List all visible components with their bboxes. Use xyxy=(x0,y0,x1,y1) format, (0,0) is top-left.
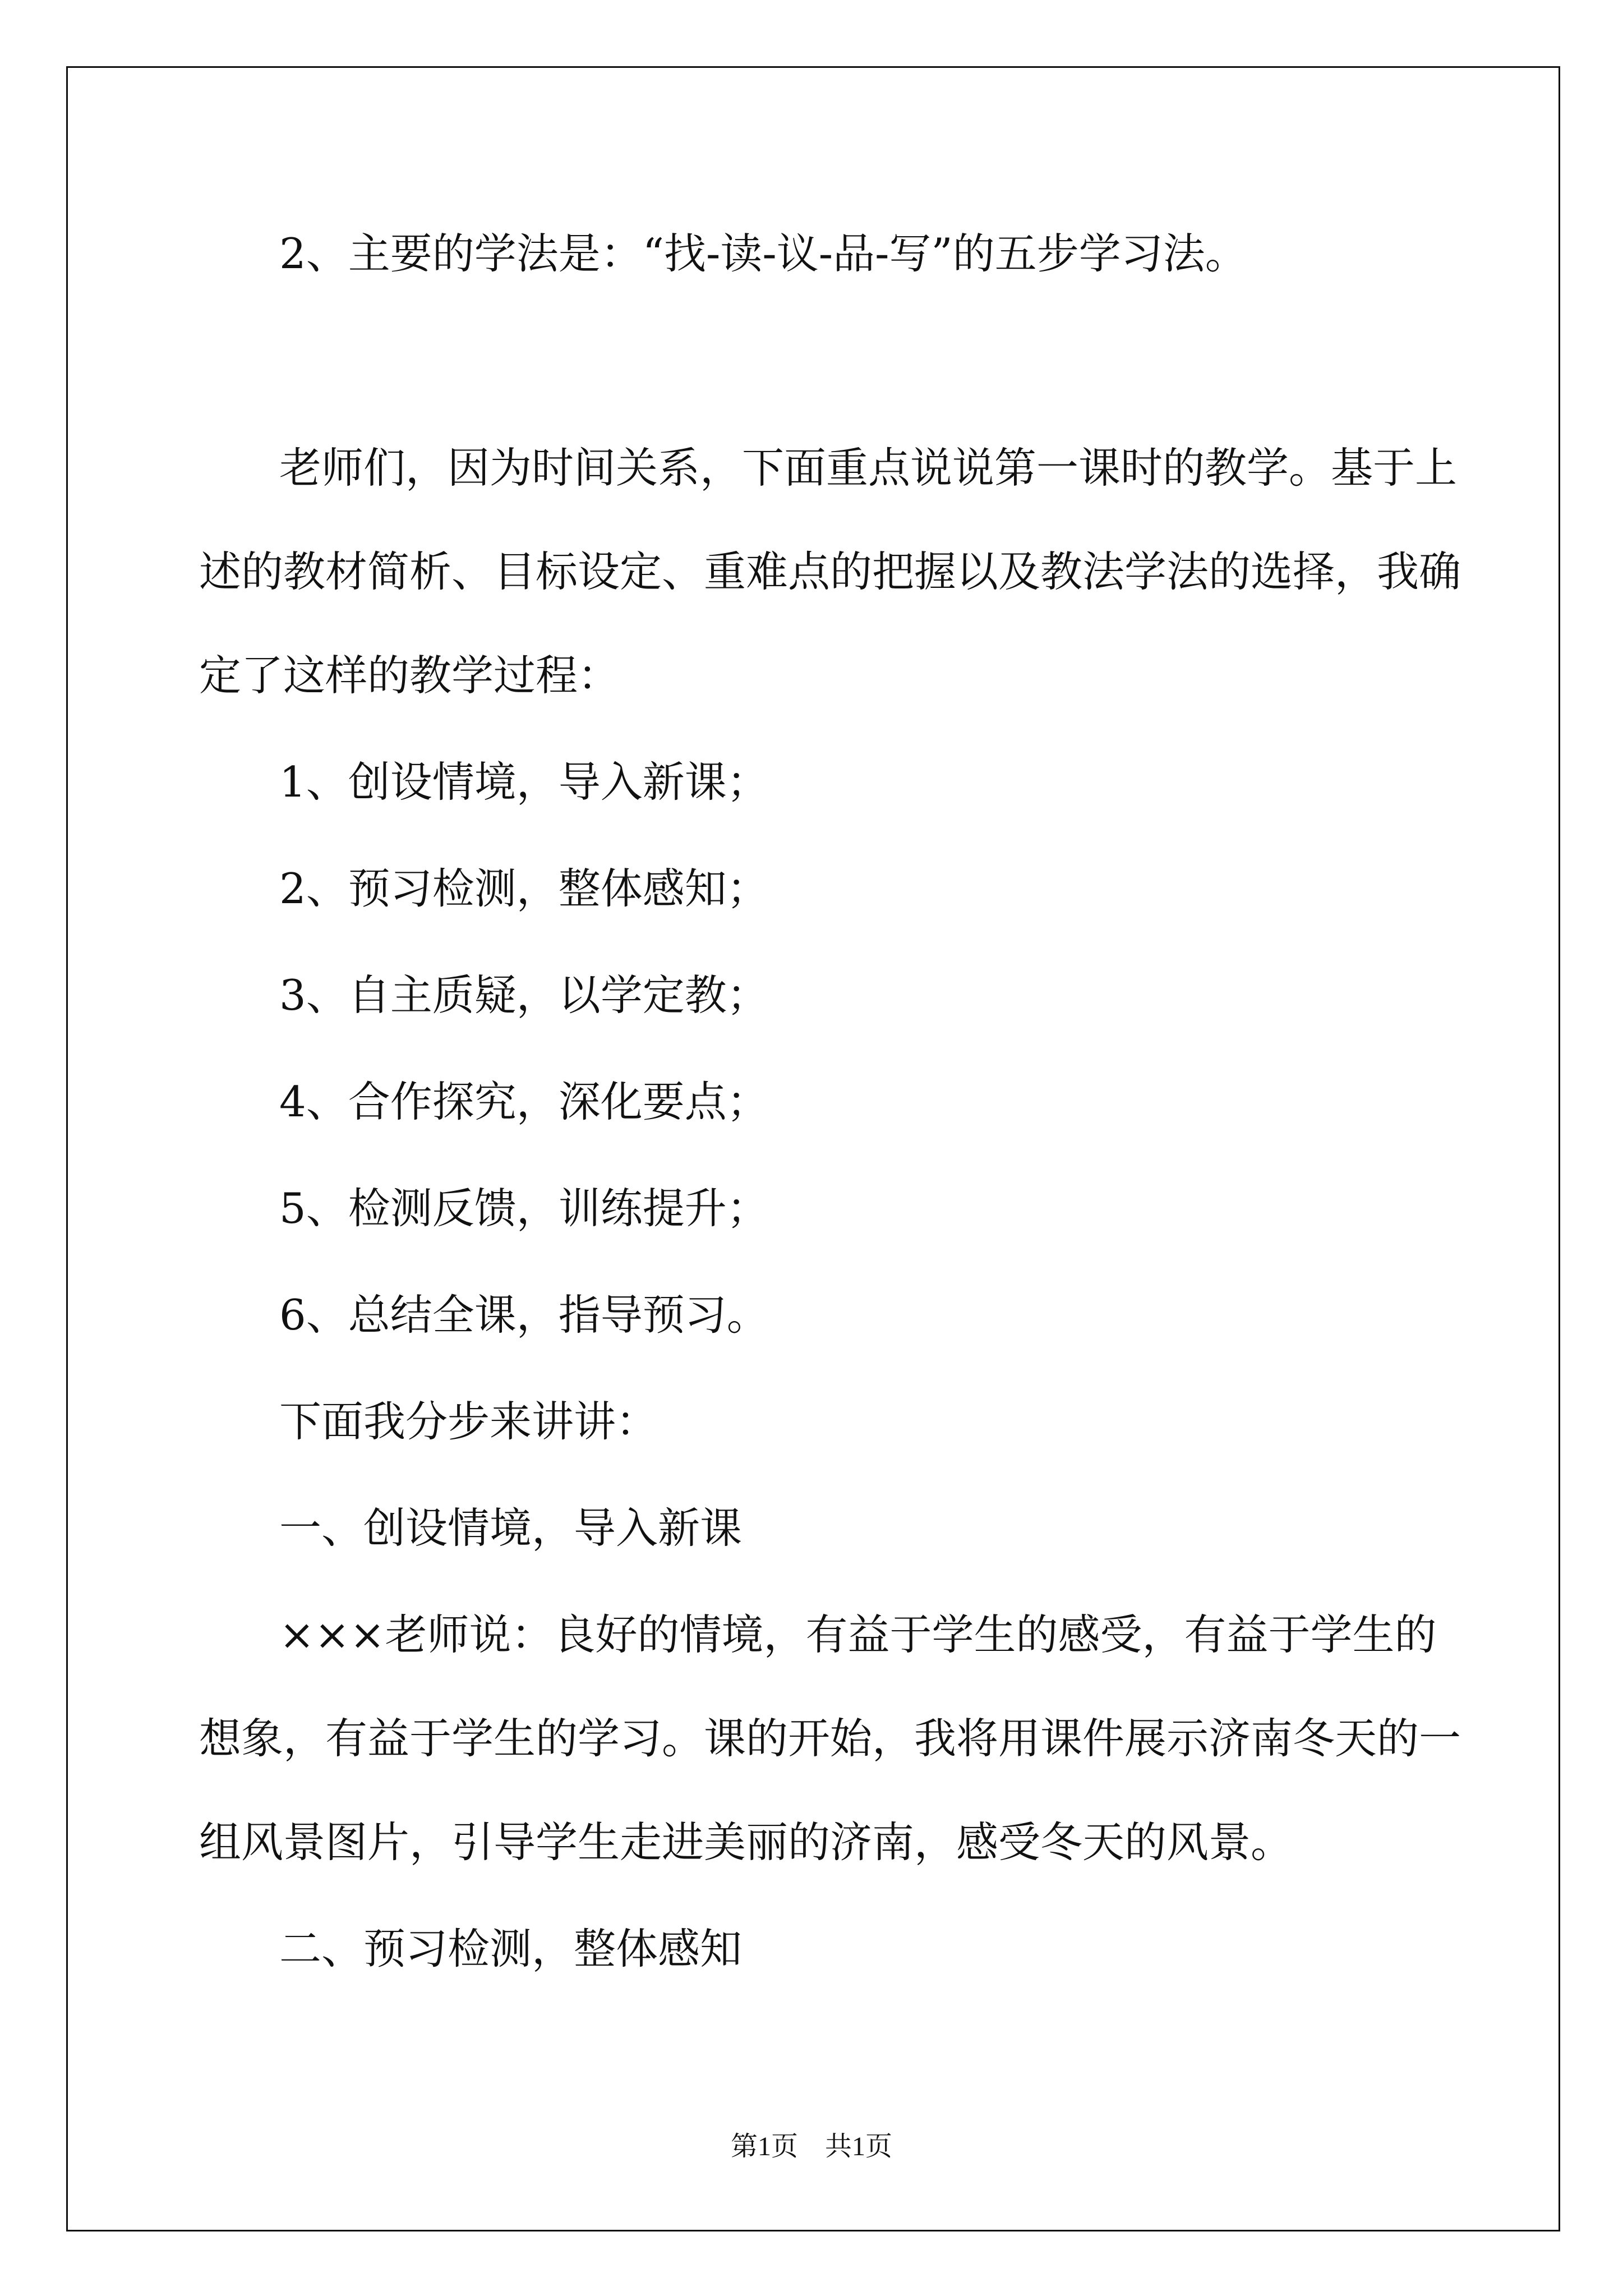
paragraph-study-method: 2、主要的学法是：“找-读-议-品-写”的五步学习法。 xyxy=(279,229,1247,278)
paragraph-step-intro: 下面我分步来讲讲： xyxy=(279,1397,658,1446)
list-item: 6、总结全课，指导预习。 xyxy=(279,1290,769,1340)
paragraph-section1-line-3: 组风景图片，引导学生走进美丽的济南，感受冬天的风景。 xyxy=(199,1818,1293,1867)
paragraph-intro-line-2: 述的教材简析、目标设定、重难点的把握以及教法学法的选择，我确 xyxy=(199,547,1461,596)
paragraph-section1-line-2: 想象，有益于学生的学习。课的开始，我将用课件展示济南冬天的一 xyxy=(199,1714,1461,1763)
list-item: 4、合作探究，深化要点； xyxy=(279,1077,769,1126)
page-border xyxy=(66,66,1560,2231)
section-heading-2: 二、预习检测，整体感知 xyxy=(279,1924,743,1973)
list-item: 3、自主质疑，以学定教； xyxy=(279,970,769,1020)
paragraph-intro-line-1: 老师们，因为时间关系，下面重点说说第一课时的教学。基于上 xyxy=(279,443,1458,493)
page-number: 第1页 共1页 xyxy=(730,2132,892,2161)
list-item: 2、预习检测，整体感知； xyxy=(279,864,769,913)
list-item: 1、创设情境，导入新课； xyxy=(279,757,769,807)
paragraph-intro-line-3: 定了这样的教学过程： xyxy=(199,651,620,700)
list-item: 5、检测反馈，训练提升； xyxy=(279,1184,769,1233)
paragraph-section1-line-1: ×××老师说：良好的情境，有益于学生的感受，有益于学生的 xyxy=(279,1610,1437,1659)
section-heading-1: 一、创设情境，导入新课 xyxy=(279,1503,743,1553)
